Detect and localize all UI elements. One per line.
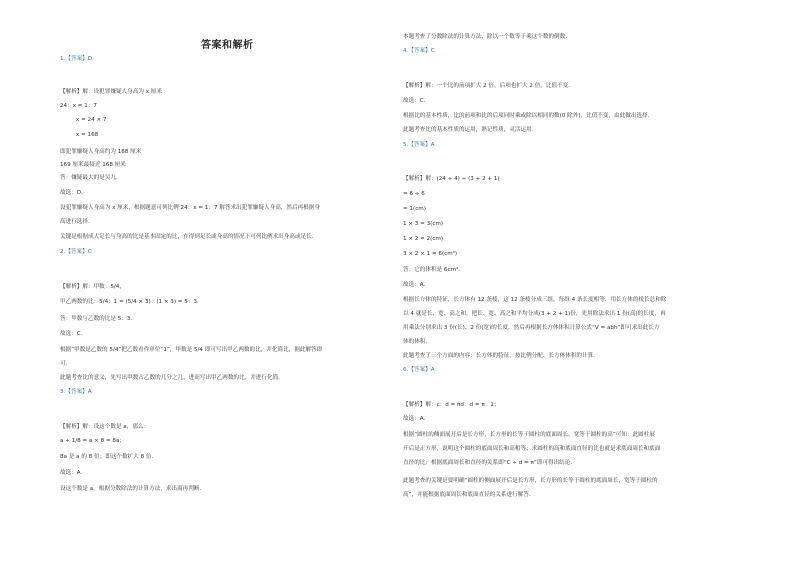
text-line: 此题考查比的意义，先写出甲数占乙数的几分之几，进而写出甲乙两数的比，并进行化简． xyxy=(60,375,284,381)
text-line: 即犯罪嫌疑人身高约为 168 厘米 xyxy=(60,149,142,155)
text-line: 8a 是 a 的 8 倍；即这个数扩大 8 倍． xyxy=(60,454,158,460)
text-line: 故选：D． xyxy=(60,190,87,196)
text-line: 以 4 就是长、宽、高之和，把长、宽、高之和平均分成(3 + 2 + 1)份，先用除法求出 1 份(高)的长度，再 xyxy=(403,311,666,317)
text-line: 开后是正方形，说明这个圆柱的底面周长和高相等；求圆柱的高和底面直径的比也就是求底面周长和底面 xyxy=(403,446,661,452)
text-line: 【解析】解：设这个数是 a，那么： xyxy=(60,424,150,430)
text-line: 体的体积． xyxy=(403,339,431,345)
text-line: 故选：A． xyxy=(403,416,430,422)
text-line: 直径的比；根据底面周长和直径的关系即“C ÷ d = π”即可得出结论． xyxy=(403,460,576,466)
text-line: 【解析】解：c：d = πd：d = π：1； xyxy=(403,402,500,408)
answer-heading: 1.【答案】D xyxy=(60,56,93,62)
text-line: 高进行选择． xyxy=(60,219,94,225)
answer-heading: 5.【答案】A xyxy=(403,142,435,148)
text-line: 24：x = 1：7 xyxy=(60,103,97,109)
text-line: 【解析】解：(24 ÷ 4) ÷ (3 + 2 + 1) xyxy=(403,176,500,182)
text-line: 根据长方体的特征，长方体有 12 条棱，这 12 条棱分成三组，每组 4 条长度相等．用长方体的棱长总和除 xyxy=(403,297,667,303)
text-line: 答：甲数与乙数的比是 5：3． xyxy=(60,316,137,322)
text-line: 此题考查了三个方面的内容：长方体的特征、按比例分配、长方体体积的计算． xyxy=(403,353,599,359)
text-line: 3 × 2 × 1 = 6(cm³) xyxy=(403,251,458,257)
text-line: 1 × 3 = 3(cm) xyxy=(403,221,444,227)
text-line: 答：它的体积是 6cm³． xyxy=(403,267,464,273)
text-line: x = 168 xyxy=(76,132,99,138)
text-line: 答：嫌疑最大的是吴九． xyxy=(60,175,122,181)
text-line: 1 × 2 = 2(cm) xyxy=(403,236,444,242)
answer-heading: 6.【答案】A xyxy=(403,367,435,373)
text-line: 故选：A． xyxy=(403,282,430,288)
text-line: 169 厘米最接近 168 厘米 xyxy=(60,162,126,168)
text-line: 设犯罪嫌疑人身高为 x 厘米，根据题意可列比例 24：x = 1：7 解答求出犯罪嫌疑人身高，然后再根据身 xyxy=(60,205,320,211)
text-line: = 6 ÷ 6 xyxy=(403,191,425,197)
text-line: 高”，并能根据底面周长和底面直径的关系进行解答． xyxy=(403,492,535,498)
text-line: x = 24 × 7 xyxy=(76,117,107,123)
answer-heading: 2.【答案】C xyxy=(60,249,92,255)
text-line: 【解析】解：一个比的前项扩大 2 倍，后项也扩大 2 倍，比值不变． xyxy=(403,83,574,89)
text-line: 关键是根据成人足长与身高的比是基本固定的比，在得到足长或身高的情况下可列比例求出身高或足长． xyxy=(60,234,318,240)
text-line: 根据“圆柱的侧面展开后是长方形，长方形的长等于圆柱的底面周长，宽等于圆柱的高”可知：此圆柱展 xyxy=(403,432,655,438)
text-line: 【解析】解：设犯罪嫌疑人身高为 x 厘米 xyxy=(60,89,162,95)
text-line: 故选：C． xyxy=(60,331,87,337)
text-line: 此题考查的关键是要明确“圆柱的侧面展开后是长方形，长方形的长等于圆柱的底面周长，宽等于圆柱的 xyxy=(403,478,658,484)
text-line: = 1(cm) xyxy=(403,206,426,212)
text-line: 用乘法分别求出 3 份(长)、2 份(宽)的长度，然后再根据长方体体积计算公式“V = abh”即可求出此长方 xyxy=(403,325,660,331)
text-line: 本题考查了分数除法的计算方法，除以一个数等于乘这个数的倒数． xyxy=(403,34,571,40)
text-line: 故选：C． xyxy=(403,98,430,104)
text-line: 根据比的基本性质，比的前项和比的后项同时乘或除以相同的数(0 除外)，比值不变，由此做出选择． xyxy=(403,113,654,119)
text-line: 故选：A． xyxy=(60,470,87,476)
text-line: 【解析】解：甲数：5/4， xyxy=(60,284,125,290)
text-line: 此题考查比的基本性质的运用，熟记性质，灵活运用． xyxy=(403,127,538,133)
text-line: 可． xyxy=(60,361,72,367)
page-title: 答案和解析 xyxy=(201,40,254,51)
text-line: 根据“甲数是乙数的 5/4”把乙数看作单位“1”，甲数是 5/4 即可写出甲乙两数的比，并化简比，据此解答即 xyxy=(60,347,323,353)
answer-heading: 4.【答案】C xyxy=(403,48,435,54)
answer-heading: 3.【答案】A xyxy=(60,389,92,395)
text-line: a ÷ 1/8 = a × 8 = 8a； xyxy=(60,438,125,444)
text-line: 设这个数是 a，根据分数除法的计算方法，求出商再判断． xyxy=(60,486,206,492)
text-line: 甲乙两数的比：5/4：1 = (5/4 × 3)：(1 × 3) = 5：3． xyxy=(60,299,203,305)
